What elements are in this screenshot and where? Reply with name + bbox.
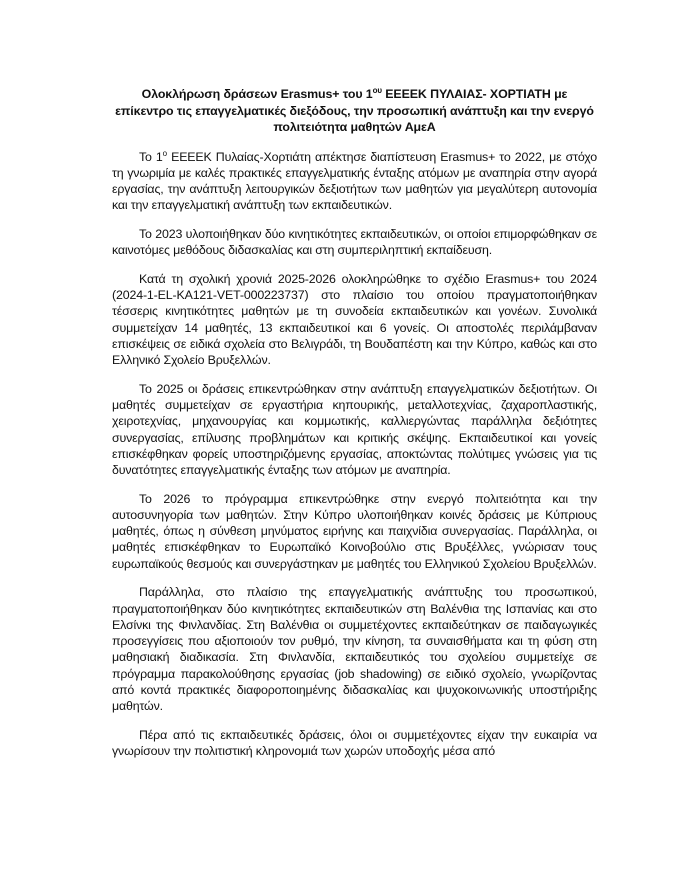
paragraph-cultural-heritage: Πέρα από τις εκπαιδευτικές δράσεις, όλοι οι συμμετέχοντες είχαν την ευκαιρία να γνωρίσουν την πολιτιστική κληρονομιά των χωρών υποδοχής μέσα από <box>112 727 597 759</box>
paragraph-ordinal-superscript: ο <box>162 148 167 158</box>
paragraph-2026-citizenship: Το 2026 το πρόγραμμα επικεντρώθηκε στην ενεργό πολιτειότητα και την αυτοσυνηγορία των μαθητών. Στην Κύπρο υλοποιήθηκαν κοινές δράσεις με Κύπριους μαθητές, όπως η σύνθεση μηνύματος ειρήνης και παιχνίδια συνεργασίας. Παράλληλα, οι μαθητές επισκέφθηκαν το Ευρωπαϊκό Κοινοβούλιο στις Βρυξέλλες, γνώρισαν τους ευρωπαϊκούς θεσμούς και συνεργάστηκαν με μαθητές του Ελληνικού Σχολείου Βρυξελλών. <box>112 491 597 571</box>
document-title <box>112 86 597 136</box>
paragraph-2025-2026-project: Κατά τη σχολική χρονιά 2025-2026 ολοκληρώθηκε το σχέδιο Erasmus+ του 2024 (2024-1-EL-KA121-VET-000223737) στο πλαίσιο του οποίου πραγματοποιήθηκαν τέσσερις κινητικότητες μαθητών με τη συνοδεία εκπαιδευτικών και γονέων. Συνολικά συμμετείχαν 14 μαθητές, 13 εκπαιδευτικοί και 6 γονείς. Οι αποστολές περιλάμβαναν επισκέψεις σε ειδικά σχολεία στο Βελιγράδι, τη Βουδαπέστη και την Κύπρο, καθώς και στο Ελληνικό Σχολείο Βρυξελλών. <box>112 271 597 368</box>
paragraph-accreditation <box>112 149 597 214</box>
paragraph-2025-skills: Το 2025 οι δράσεις επικεντρώθηκαν στην ανάπτυξη επαγγελματικών δεξιοτήτων. Οι μαθητές συμμετείχαν σε εργαστήρια κηπουρικής, μεταλλοτεχνίας, ζαχαροπλαστικής, χειροτεχνίας, μηχανουργίας και κομμωτικής, καλλιεργώντας παράλληλα δεξιότητες συνεργασίας, επίλυσης προβλημάτων και κριτικής σκέψης. Εκπαιδευτικοί και γονείς επισκέφθηκαν φορείς υποστηριζόμενης εργασίας, αποκτώντας πολύτιμες γνώσεις για τις δυνατότητες επαγγελματικής ένταξης των ατόμων με αναπηρία. <box>112 381 597 478</box>
title-text-end: ΕΕΕΕΚ ΠΥΛΑΙΑΣ- ΧΟΡΤΙΑΤΗ με επίκεντρο τις επαγγελματικές διεξόδους, την προσωπική ανάπτυξη και την ενεργό πολιτειότητα μαθητών ΑμεΑ <box>115 87 594 134</box>
paragraph-2023: Το 2023 υλοποιήθηκαν δύο κινητικότητες εκπαιδευτικών, οι οποίοι επιμορφώθηκαν σε καινοτόμες μεθόδους διδασκαλίας και στη συμπεριληπτική εκπαίδευση. <box>112 226 597 258</box>
paragraph-accreditation-start: Το 1 <box>139 149 163 164</box>
title-text-start: Ολοκλήρωση δράσεων Erasmus+ του 1 <box>141 87 373 101</box>
document-page <box>112 86 597 772</box>
paragraph-accreditation-rest: ΕΕΕΕΚ Πυλαίας-Χορτιάτη απέκτησε διαπίστευση Erasmus+ το 2022, με στόχο τη γνωριμία με καλές πρακτικές επαγγελματικής ένταξης ατόμων με αναπηρία στην αγορά εργασίας, την ανάπτυξη λειτουργικών δεξιοτήτων των μαθητών για μεγαλύτερη αυτονομία και την επαγγελματική ανάπτυξη των εκπαιδευτικών. <box>112 149 597 213</box>
title-ordinal-superscript: ου <box>372 85 382 95</box>
paragraph-staff-development: Παράλληλα, στο πλαίσιο της επαγγελματικής ανάπτυξης του προσωπικού, πραγματοποιήθηκαν δύο κινητικότητες εκπαιδευτικών στη Βαλένθια της Ισπανίας και στο Ελσίνκι της Φινλανδίας. Στη Βαλένθια οι συμμετέχοντες εκπαιδεύτηκαν σε παιδαγωγικές προσεγγίσεις που αξιοποιούν τον ρυθμό, την κίνηση, τα συναισθήματα και τη φύση στη μαθησιακή διαδικασία. Στη Φινλανδία, εκπαιδευτικός του σχολείου συμμετείχε σε πρόγραμμα παρακολούθησης εργασίας (job shadowing) σε ειδικό σχολείο, γνωρίζοντας από κοντά πρακτικές διαφοροποιημένης διδασκαλίας και ψυχοκοινωνικής υποστήριξης μαθητών. <box>112 585 597 714</box>
